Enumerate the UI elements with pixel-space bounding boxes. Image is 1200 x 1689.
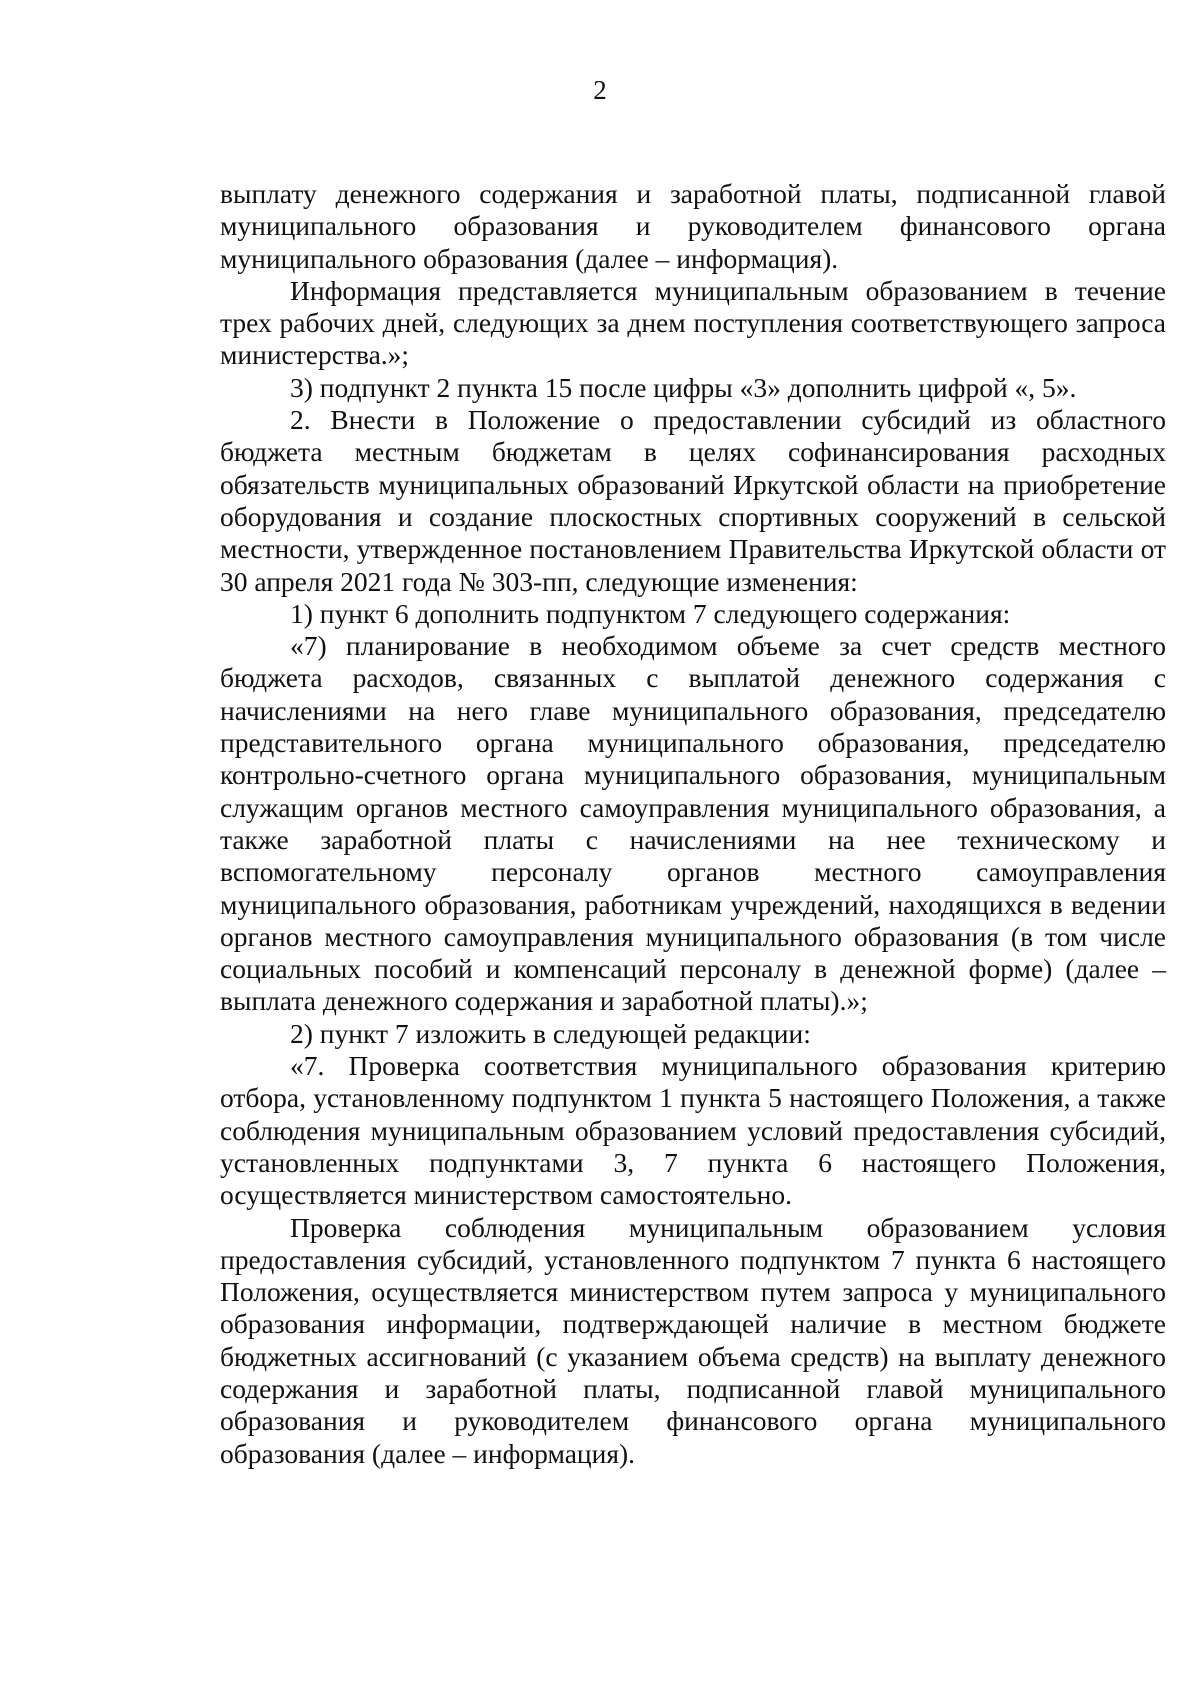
paragraph: 2) пункт 7 изложить в следующей редакции: [290,1017,811,1049]
page-number: 2 [593,75,607,105]
paragraph: 3) подпункт 2 пункта 15 после цифры «3» дополнить цифрой «, 5». [290,371,1077,403]
paragraph: «7) планирование в необходимом объеме за счет средств местного бюджета расходов, связанных с выплатой денежного содержания с начислениями на него главе муниципального образования, председателю представительного органа муниципального образования, председателю контрольно-счетного органа муниципального образования, муниципальным служащим органов местного самоуправления муниципального образования, а также заработной платы с начислениями на нее техническому и вспомогательному персоналу органов местного самоуправления муниципального образования, работникам учреждений, находящихся в ведении органов местного самоуправления муниципального образования (в том числе социальных пособий и компенсаций персоналу в денежной форме) (далее – выплата денежного содержания и заработной платы).»; [220,630,1166,1017]
paragraph: выплату денежного содержания и заработной платы, подписанной главой муниципального образования и руководителем финансового органа муниципального образования (далее – информация). [220,178,1166,274]
paragraph: Информация представляется муниципальным образованием в течение трех рабочих дней, следующих за днем поступления соответствующего запроса министерства.»; [220,274,1166,371]
paragraph: «7. Проверка соответствия муниципального образования критерию отбора, установленному подпунктом 1 пункта 5 настоящего Положения, а также соблюдения муниципальным образованием условий предоставления субсидий, установленных подпунктами 3, 7 пункта 6 настоящего Положения, осуществляется министерством самостоятельно. [220,1050,1166,1211]
paragraph: Проверка соблюдения муниципальным образованием условия предоставления субсидий, установленного подпунктом 7 пункта 6 настоящего Положения, осуществляется министерством путем запроса у муниципального образования информации, подтверждающей наличие в местном бюджете бюджетных ассигнований (с указанием объема средств) на выплату денежного содержания и заработной платы, подписанной главой муниципального образования и руководителем финансового органа муниципального образования (далее – информация). [220,1211,1166,1469]
paragraph: 1) пункт 6 дополнить подпунктом 7 следующего содержания: [290,597,1011,629]
document-body [220,178,1166,1470]
paragraph: 2. Внести в Положение о предоставлении субсидий из областного бюджета местным бюджетам в целях софинансирования расходных обязательств муниципальных образований Иркутской области на приобретение оборудования и создание плоскостных спортивных сооружений в сельской местности, утвержденное постановлением Правительства Иркутской области от 30 апреля 2021 года № 303-пп, следующие изменения: [220,404,1166,597]
